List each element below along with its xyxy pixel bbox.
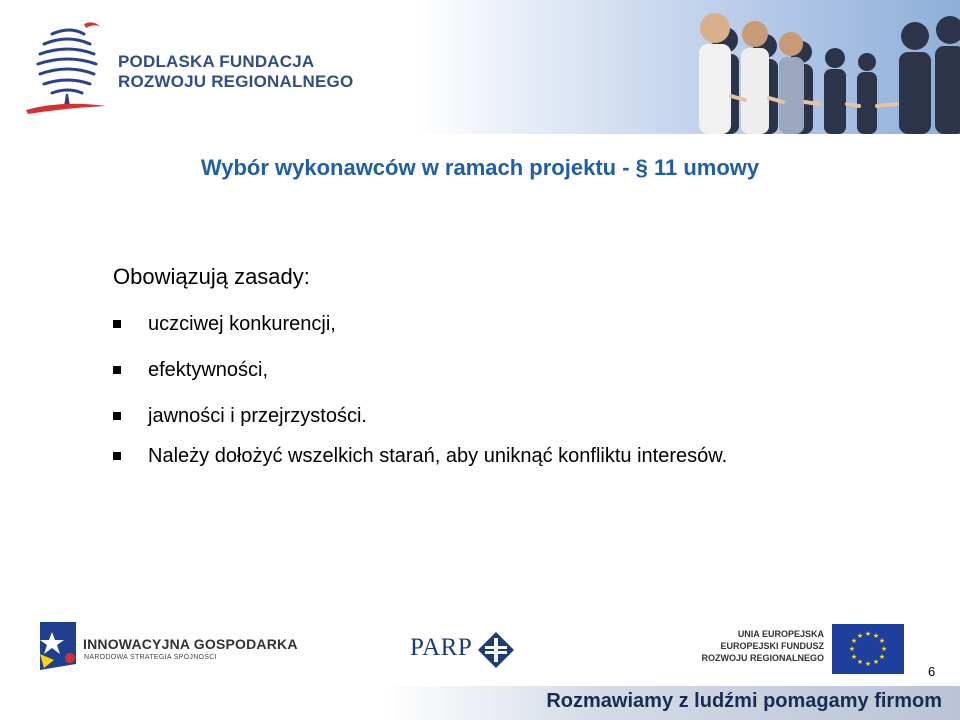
svg-text:★: ★ xyxy=(872,632,880,640)
list-item xyxy=(113,404,727,444)
svg-text:★: ★ xyxy=(880,645,888,653)
bullet-text: efektywności, xyxy=(148,359,269,381)
svg-text:★: ★ xyxy=(848,645,856,653)
innowacyjna-gospodarka-subtitle: NARODOWA STRATEGIA SPÓJNOŚCI xyxy=(84,654,217,661)
svg-text:★: ★ xyxy=(856,658,864,666)
org-name-line1: PODLASKA FUNDACJA xyxy=(118,52,315,71)
bullet-text: Należy dołożyć wszelkich starań, aby uniknąć konfliktu interesów. xyxy=(148,445,728,467)
bottom-banner xyxy=(0,686,960,720)
svg-text:★: ★ xyxy=(878,637,886,645)
svg-text:★: ★ xyxy=(878,653,886,661)
svg-text:★: ★ xyxy=(872,658,880,666)
square-bullet-icon xyxy=(113,412,121,420)
bullet-text: uczciwej konkurencji, xyxy=(148,313,336,335)
org-name-line2: ROZWOJU REGIONALNEGO xyxy=(118,72,354,91)
bullet-text: jawności i przejrzystości. xyxy=(148,405,367,427)
square-bullet-icon xyxy=(113,366,121,374)
svg-text:★: ★ xyxy=(850,653,858,661)
eu-line-1: UNIA EUROPEJSKA xyxy=(737,629,824,639)
parp-logo-text: PARP xyxy=(410,634,473,661)
eu-text xyxy=(698,628,824,664)
handshake-people-photo xyxy=(415,0,960,134)
eu-flag-icon xyxy=(832,624,904,674)
square-bullet-icon xyxy=(113,320,121,328)
page-number: 6 xyxy=(928,664,936,679)
bullet-list xyxy=(113,312,727,490)
svg-text:★: ★ xyxy=(864,630,872,638)
slogan-text: Rozmawiamy z ludźmi pomagamy firmom xyxy=(546,690,942,712)
list-item xyxy=(113,444,727,490)
header xyxy=(0,0,960,134)
list-item xyxy=(113,358,727,404)
list-item xyxy=(113,312,727,358)
svg-text:★: ★ xyxy=(856,632,864,640)
eu-line-3: ROZWOJU REGIONALNEGO xyxy=(701,653,824,663)
organization-name xyxy=(118,52,353,92)
eu-line-2: EUROPEJSKI FUNDUSZ xyxy=(720,641,824,651)
parp-diamond-icon xyxy=(476,630,516,670)
svg-text:★: ★ xyxy=(850,637,858,645)
innowacyjna-gospodarka-title: INNOWACYJNA GOSPODARKA xyxy=(83,636,298,652)
square-bullet-icon xyxy=(113,452,121,460)
innowacyjna-gospodarka-logo-icon xyxy=(36,618,80,672)
tree-logo-icon xyxy=(22,18,112,118)
svg-text:★: ★ xyxy=(864,660,872,668)
slide-title: Wybór wykonawców w ramach projektu - § 11 umowy xyxy=(200,155,760,180)
intro-text: Obowiązują zasady: xyxy=(113,264,310,289)
